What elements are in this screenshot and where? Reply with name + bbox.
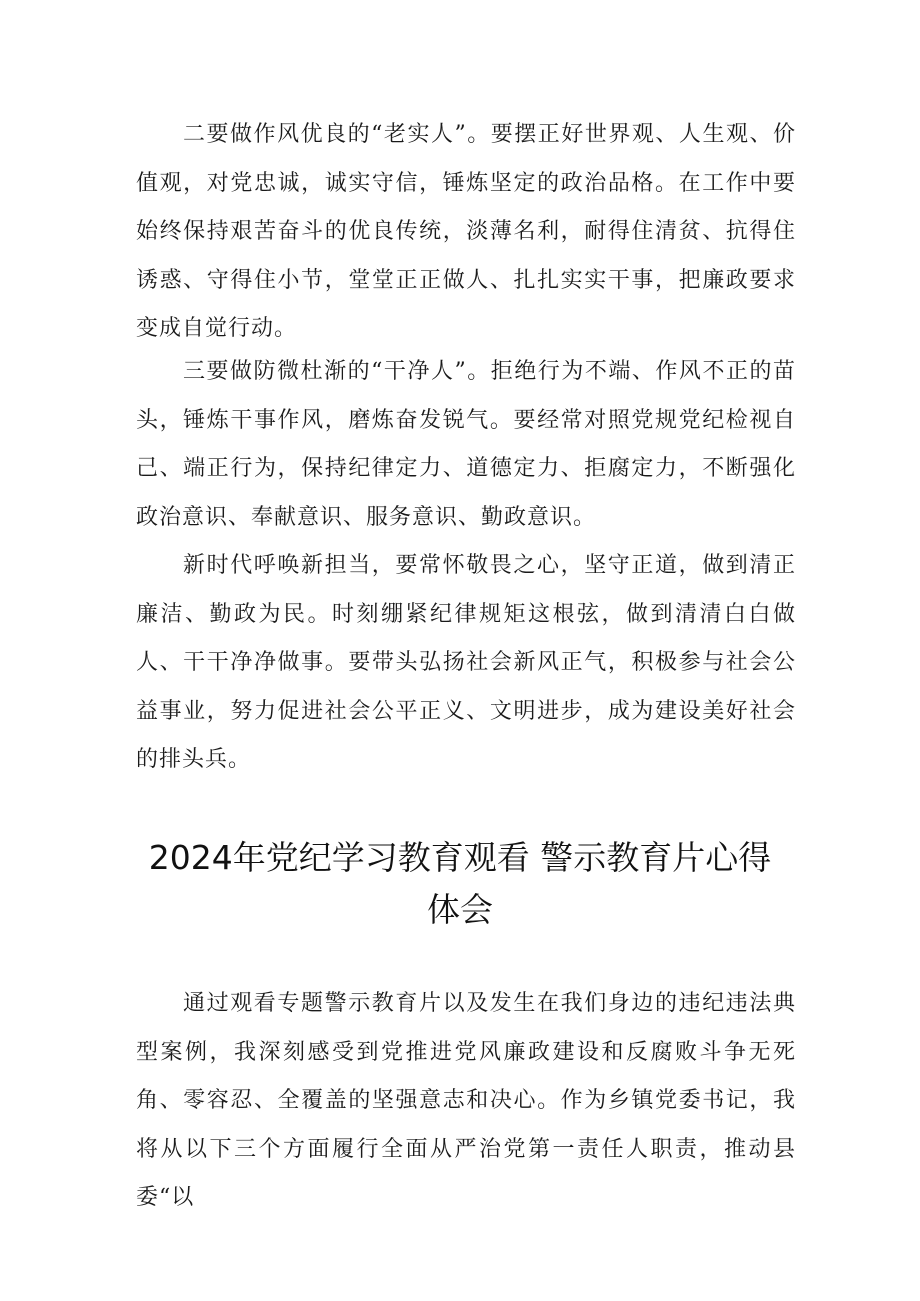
article-title-line-2: 体会 <box>427 890 493 929</box>
article-title <box>100 832 820 936</box>
paragraph-honest-person: 二要做作风优良的“老实人”。要摆正好世界观、人生观、价值观，对党忠诚，诚实守信，锤炼坚定的政治品格。在工作中要始终保持艰苦奋斗的优良传统，淡薄名利，耐得住清贫、抗得住诱惑、守得住小节，堂堂正正做人、扎扎实实干事，把廉政要求变成自觉行动。 <box>136 122 796 341</box>
paragraph-new-era: 新时代呼唤新担当，要常怀敬畏之心，坚守正道，做到清正廉洁、勤政为民。时刻绷紧纪律规矩这根弦，做到清清白白做人、干干净净做事。要带头弘扬社会新风正气，积极参与社会公益事业，努力促进社会公平正义、文明进步，成为建设美好社会的排头兵。 <box>136 553 796 772</box>
paragraph-clean-person: 三要做防微杜渐的“干净人”。拒绝行为不端、作风不正的苗头，锤炼干事作风，磨炼奋发锐气。要经常对照党规党纪检视自己、端正行为，保持纪律定力、道德定力、拒腐定力，不断强化政治意识、奉献意识、服务意识、勤政意识。 <box>136 359 796 530</box>
paragraph-intro: 通过观看专题警示教育片以及发生在我们身边的违纪违法典型案例，我深刻感受到党推进党风廉政建设和反腐败斗争无死角、零容忍、全覆盖的坚强意志和决心。作为乡镇党委书记，我将从以下三个方面履行全面从严治党第一责任人职责，推动县委“以 <box>136 991 796 1210</box>
article-title-line-1: 2024年党纪学习教育观看 警示教育片心得 <box>148 838 772 877</box>
